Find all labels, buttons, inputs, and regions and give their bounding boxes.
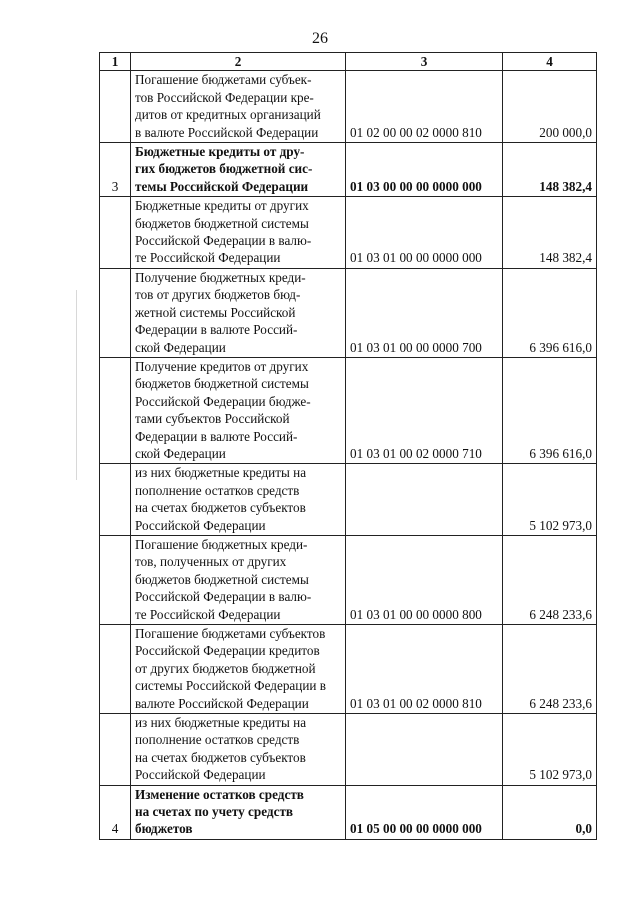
description-line: темы Российской Федерации — [135, 178, 309, 194]
budget-code — [346, 464, 503, 536]
amount: 200 000,0 — [503, 71, 597, 143]
scan-artifact-line — [76, 290, 77, 480]
budget-table — [99, 52, 597, 840]
description-line: Федерации в валюте Россий- — [135, 428, 298, 444]
description-line: Российской Федерации кредитов — [135, 643, 320, 659]
column-header-code: 3 — [346, 53, 503, 71]
description-line: валюте Российской Федерации — [135, 695, 309, 711]
row-description — [131, 714, 346, 786]
description-line: Российской Федерации бюдже- — [135, 393, 311, 409]
budget-code: 01 03 01 00 02 0000 710 — [346, 357, 503, 463]
row-number — [100, 268, 131, 357]
row-description — [131, 535, 346, 624]
description-line: Российской Федерации — [135, 517, 266, 533]
row-description — [131, 785, 346, 839]
row-number: 4 — [100, 785, 131, 839]
amount: 0,0 — [503, 785, 597, 839]
description-line: Российской Федерации в валю- — [135, 233, 312, 249]
description-line: от других бюджетов бюджетной — [135, 660, 316, 676]
description-line: пополнение остатков средств — [135, 732, 300, 748]
description-line: бюджетов бюджетной системы — [135, 215, 309, 231]
description-line: на счетах по учету средств — [135, 804, 294, 820]
column-header-amount: 4 — [503, 53, 597, 71]
row-number — [100, 464, 131, 536]
row-description — [131, 71, 346, 143]
amount: 148 382,4 — [503, 143, 597, 197]
table-row — [100, 714, 597, 786]
budget-code: 01 03 00 00 00 0000 000 — [346, 143, 503, 197]
amount: 6 248 233,6 — [503, 535, 597, 624]
row-number — [100, 625, 131, 714]
budget-code: 01 05 00 00 00 0000 000 — [346, 785, 503, 839]
table-row — [100, 197, 597, 269]
description-line: Бюджетные кредиты от дру- — [135, 144, 305, 160]
description-line: Федерации в валюте Россий- — [135, 322, 298, 338]
description-line: гих бюджетов бюджетной сис- — [135, 161, 313, 177]
description-line: тами субъектов Российской — [135, 411, 290, 427]
description-line: на счетах бюджетов субъектов — [135, 500, 306, 516]
description-line: тов от других бюджетов бюд- — [135, 287, 301, 303]
description-line: жетной системы Российской — [135, 304, 296, 320]
row-description — [131, 268, 346, 357]
amount: 5 102 973,0 — [503, 464, 597, 536]
table-row — [100, 535, 597, 624]
amount: 6 248 233,6 — [503, 625, 597, 714]
table-row — [100, 357, 597, 463]
budget-code: 01 03 01 00 00 0000 700 — [346, 268, 503, 357]
row-description — [131, 197, 346, 269]
description-line: бюджетов бюджетной системы — [135, 376, 309, 392]
description-line: из них бюджетные кредиты на — [135, 465, 307, 481]
budget-code — [346, 714, 503, 786]
row-description — [131, 357, 346, 463]
row-number — [100, 71, 131, 143]
description-line: те Российской Федерации — [135, 606, 281, 622]
row-description — [131, 464, 346, 536]
row-description — [131, 143, 346, 197]
row-number: 3 — [100, 143, 131, 197]
description-line: бюджетов — [135, 821, 193, 837]
description-line: Бюджетные кредиты от других — [135, 198, 309, 214]
table-row — [100, 71, 597, 143]
description-line: Получение кредитов от других — [135, 358, 309, 374]
description-line: ской Федерации — [135, 339, 226, 355]
table-row — [100, 268, 597, 357]
table-row — [100, 143, 597, 197]
description-line: Российской Федерации в валю- — [135, 589, 312, 605]
description-line: Изменение остатков средств — [135, 786, 304, 802]
row-number — [100, 535, 131, 624]
description-line: пополнение остатков средств — [135, 482, 300, 498]
amount: 148 382,4 — [503, 197, 597, 269]
amount: 5 102 973,0 — [503, 714, 597, 786]
description-line: Российской Федерации — [135, 767, 266, 783]
row-description — [131, 625, 346, 714]
description-line: тов, полученных от других — [135, 554, 287, 570]
description-line: тов Российской Федерации кре- — [135, 89, 314, 105]
table-row — [100, 464, 597, 536]
description-line: из них бюджетные кредиты на — [135, 715, 307, 731]
table-row — [100, 785, 597, 839]
row-number — [100, 357, 131, 463]
budget-code: 01 03 01 00 02 0000 810 — [346, 625, 503, 714]
budget-code: 01 03 01 00 00 0000 800 — [346, 535, 503, 624]
budget-code: 01 02 00 00 02 0000 810 — [346, 71, 503, 143]
amount: 6 396 616,0 — [503, 357, 597, 463]
page-number: 26 — [312, 30, 328, 47]
table-row — [100, 625, 597, 714]
description-line: те Российской Федерации — [135, 250, 281, 266]
row-number — [100, 197, 131, 269]
budget-code: 01 03 01 00 00 0000 000 — [346, 197, 503, 269]
column-header-name: 2 — [131, 53, 346, 71]
description-line: бюджетов бюджетной системы — [135, 571, 309, 587]
table-body — [100, 71, 597, 839]
column-header-number: 1 — [100, 53, 131, 71]
description-line: Получение бюджетных креди- — [135, 269, 306, 285]
amount: 6 396 616,0 — [503, 268, 597, 357]
description-line: на счетах бюджетов субъектов — [135, 749, 306, 765]
table-header-row — [100, 53, 597, 71]
row-number — [100, 714, 131, 786]
description-line: системы Российской Федерации в — [135, 678, 326, 694]
description-line: Погашение бюджетами субъектов — [135, 626, 326, 641]
description-line: Погашение бюджетами субъек- — [135, 72, 312, 88]
description-line: в валюте Российской Федерации — [135, 124, 319, 140]
description-line: Погашение бюджетных креди- — [135, 536, 308, 552]
description-line: ской Федерации — [135, 445, 226, 461]
description-line: дитов от кредитных организаций — [135, 107, 321, 123]
